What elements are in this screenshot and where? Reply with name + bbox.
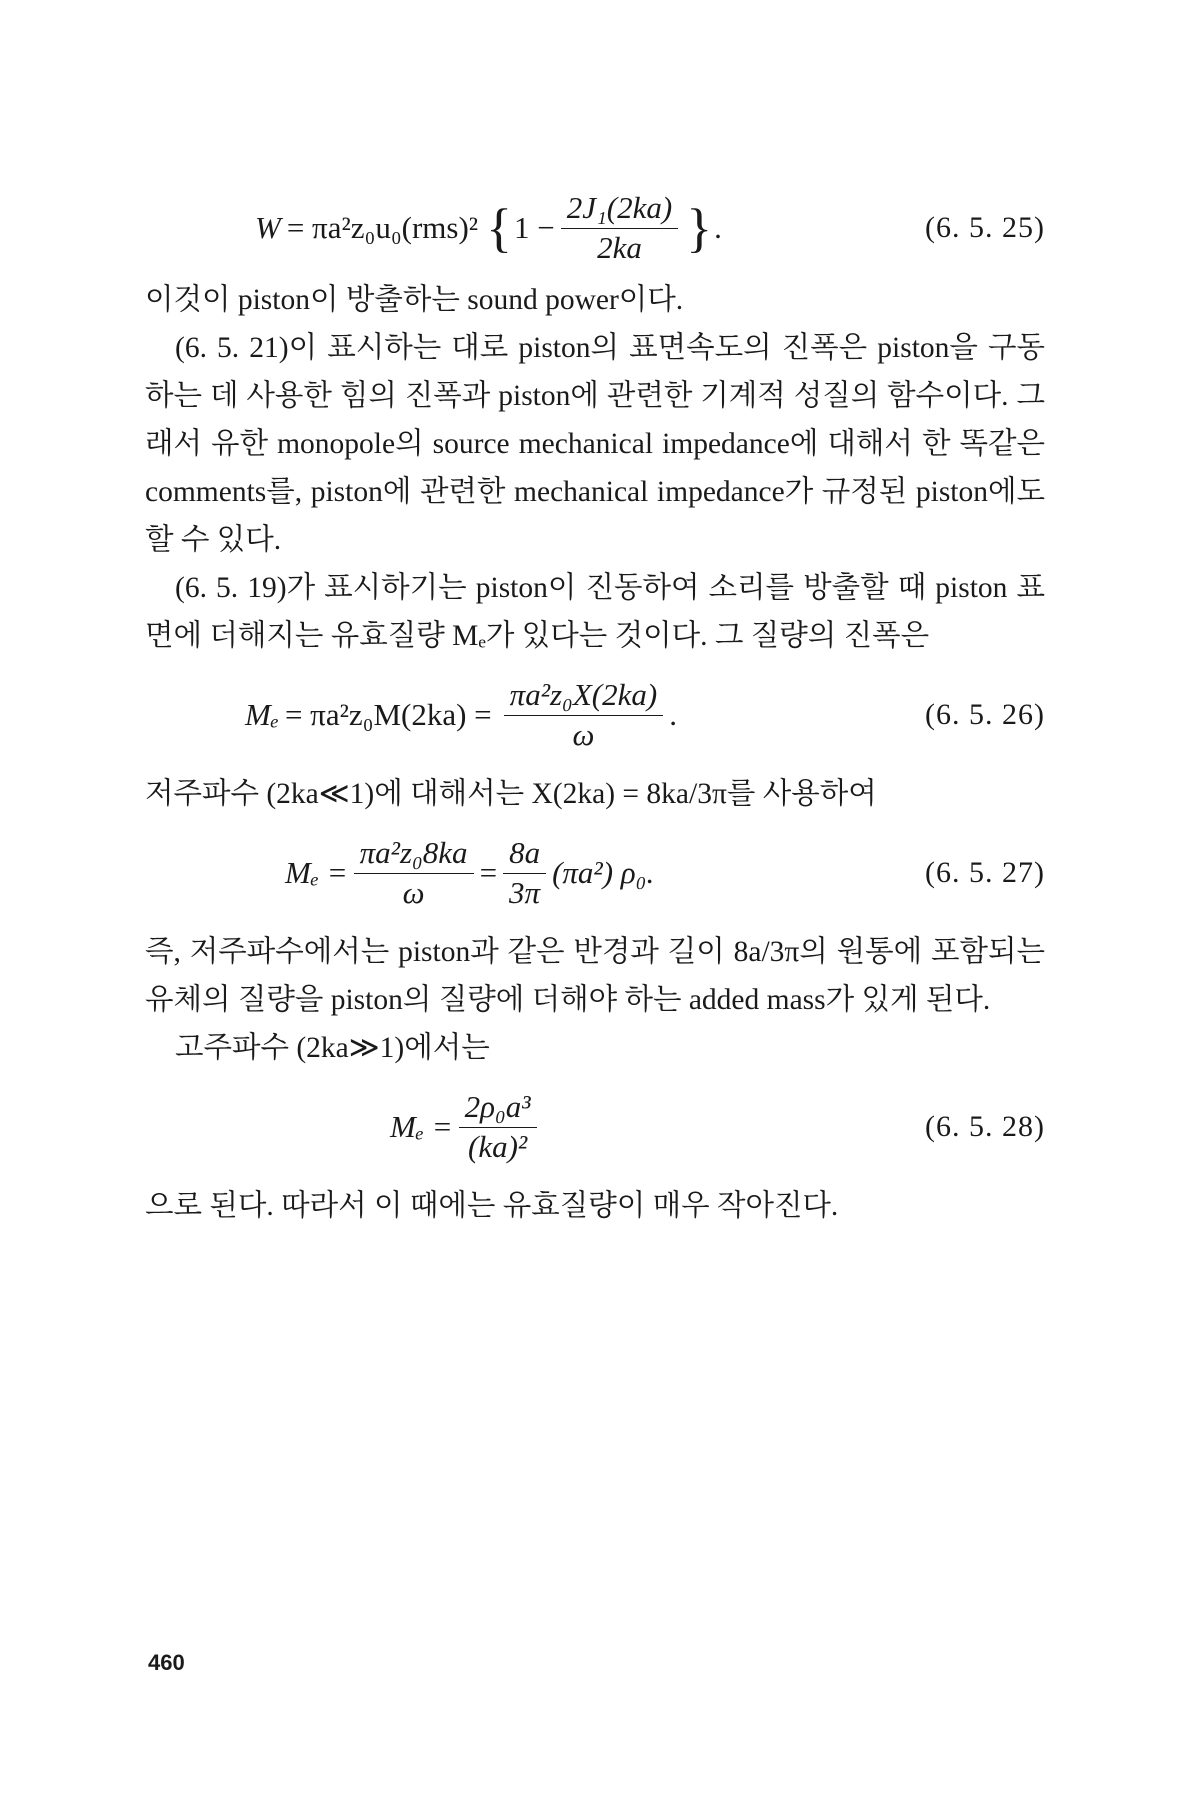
eq25-lhs: W bbox=[255, 210, 281, 245]
eq25-frac-denominator: 2ka bbox=[597, 229, 642, 265]
eq25-fraction bbox=[561, 191, 678, 264]
eq28-fraction bbox=[459, 1090, 537, 1163]
eq26-frac-denominator: ω bbox=[572, 716, 595, 752]
eq28-lhs: Mₑ = bbox=[390, 1109, 453, 1144]
eq25-main: = πa²z₀u₀(rms)² bbox=[286, 210, 479, 245]
eq27-lhs: Mₑ = bbox=[285, 855, 348, 890]
eq28-number: (6. 5. 28) bbox=[925, 1110, 1045, 1143]
paragraph-5: 즉, 저주파수에서는 piston과 같은 반경과 길이 8a/3π의 원통에 포함되는 유체의 질량을 piston의 질량에 더해야 하는 added mass가 있게 된다. bbox=[145, 936, 1045, 1016]
eq27-fraction-1 bbox=[354, 836, 474, 909]
equation-6-5-25: W = πa²z₀u₀(rms)² { 1 − $\frac{\text{2J₁(2ka)}}{2ka}$ } . (6. 5. 25) bbox=[255, 190, 1045, 265]
eq27-frac1-denominator: ω bbox=[402, 874, 425, 910]
right-brace-icon: } bbox=[686, 198, 713, 258]
eq26-number: (6. 5. 26) bbox=[925, 698, 1045, 731]
eq25-one: 1 − bbox=[514, 210, 555, 245]
equation-6-5-26: Mₑ = πa²z₀M(2ka) = $\frac{\text{πa²z₀X(2ka)}}{\omega}$ . (6. 5. 26) bbox=[245, 677, 1045, 752]
eq25-number: (6. 5. 25) bbox=[925, 211, 1045, 244]
paragraph-1: 이것이 piston이 방출하는 sound power이다. bbox=[145, 284, 684, 316]
paragraph-2: (6. 5. 21)이 표시하는 대로 piston의 표면속도의 진폭은 piston을 구동하는 데 사용한 힘의 진폭과 piston에 관련한 기계적 성질의 함수이다. 그래서 유한 monopole의 source mechanical impedance에 대해서 한 똑같은 comments를, piston에 관련한 mechanical impedance가 규정된 piston에도 할 수 있다. bbox=[145, 332, 1045, 556]
eq27-tail: (πa²) ρ₀. bbox=[552, 855, 655, 890]
page-content bbox=[145, 180, 1045, 1230]
eq27-equals: = bbox=[479, 855, 498, 890]
eq27-frac2-denominator: 3π bbox=[509, 874, 541, 910]
eq27-frac1-numerator: πa²z₀8ka bbox=[354, 836, 474, 873]
eq28-frac-denominator: (ka)² bbox=[468, 1128, 528, 1164]
eq27-fraction-2 bbox=[503, 836, 546, 909]
equation-6-5-28 bbox=[145, 1072, 1045, 1182]
eq26-lhs: Mₑ bbox=[245, 697, 279, 732]
left-brace-icon: { bbox=[486, 198, 513, 258]
paragraph-3: (6. 5. 19)가 표시하기는 piston이 진동하여 소리를 방출할 때 piston 표면에 더해지는 유효질량 Mₑ가 있다는 것이다. 그 질량의 진폭은 bbox=[145, 572, 1045, 652]
eq27-number: (6. 5. 27) bbox=[925, 856, 1045, 889]
eq26-fraction bbox=[504, 678, 664, 751]
eq25-frac-numerator: 2J₁(2ka) bbox=[561, 191, 678, 228]
eq27-frac2-numerator: 8a bbox=[503, 836, 546, 873]
equation-6-5-27 bbox=[145, 818, 1045, 928]
paragraph-6: 고주파수 (2ka≫1)에서는 bbox=[175, 1032, 490, 1064]
eq26-main: = πa²z₀M(2ka) = bbox=[284, 697, 492, 732]
page-number: 460 bbox=[148, 1650, 185, 1675]
eq28-frac-numerator: 2ρ₀a³ bbox=[459, 1090, 537, 1127]
eq26-frac-numerator: πa²z₀X(2ka) bbox=[504, 678, 664, 715]
paragraph-7: 으로 된다. 따라서 이 때에는 유효질량이 매우 작아진다. bbox=[145, 1190, 839, 1222]
paragraph-4: 저주파수 (2ka≪1)에 대해서는 X(2ka) = 8ka/3π를 사용하여 bbox=[145, 778, 877, 810]
